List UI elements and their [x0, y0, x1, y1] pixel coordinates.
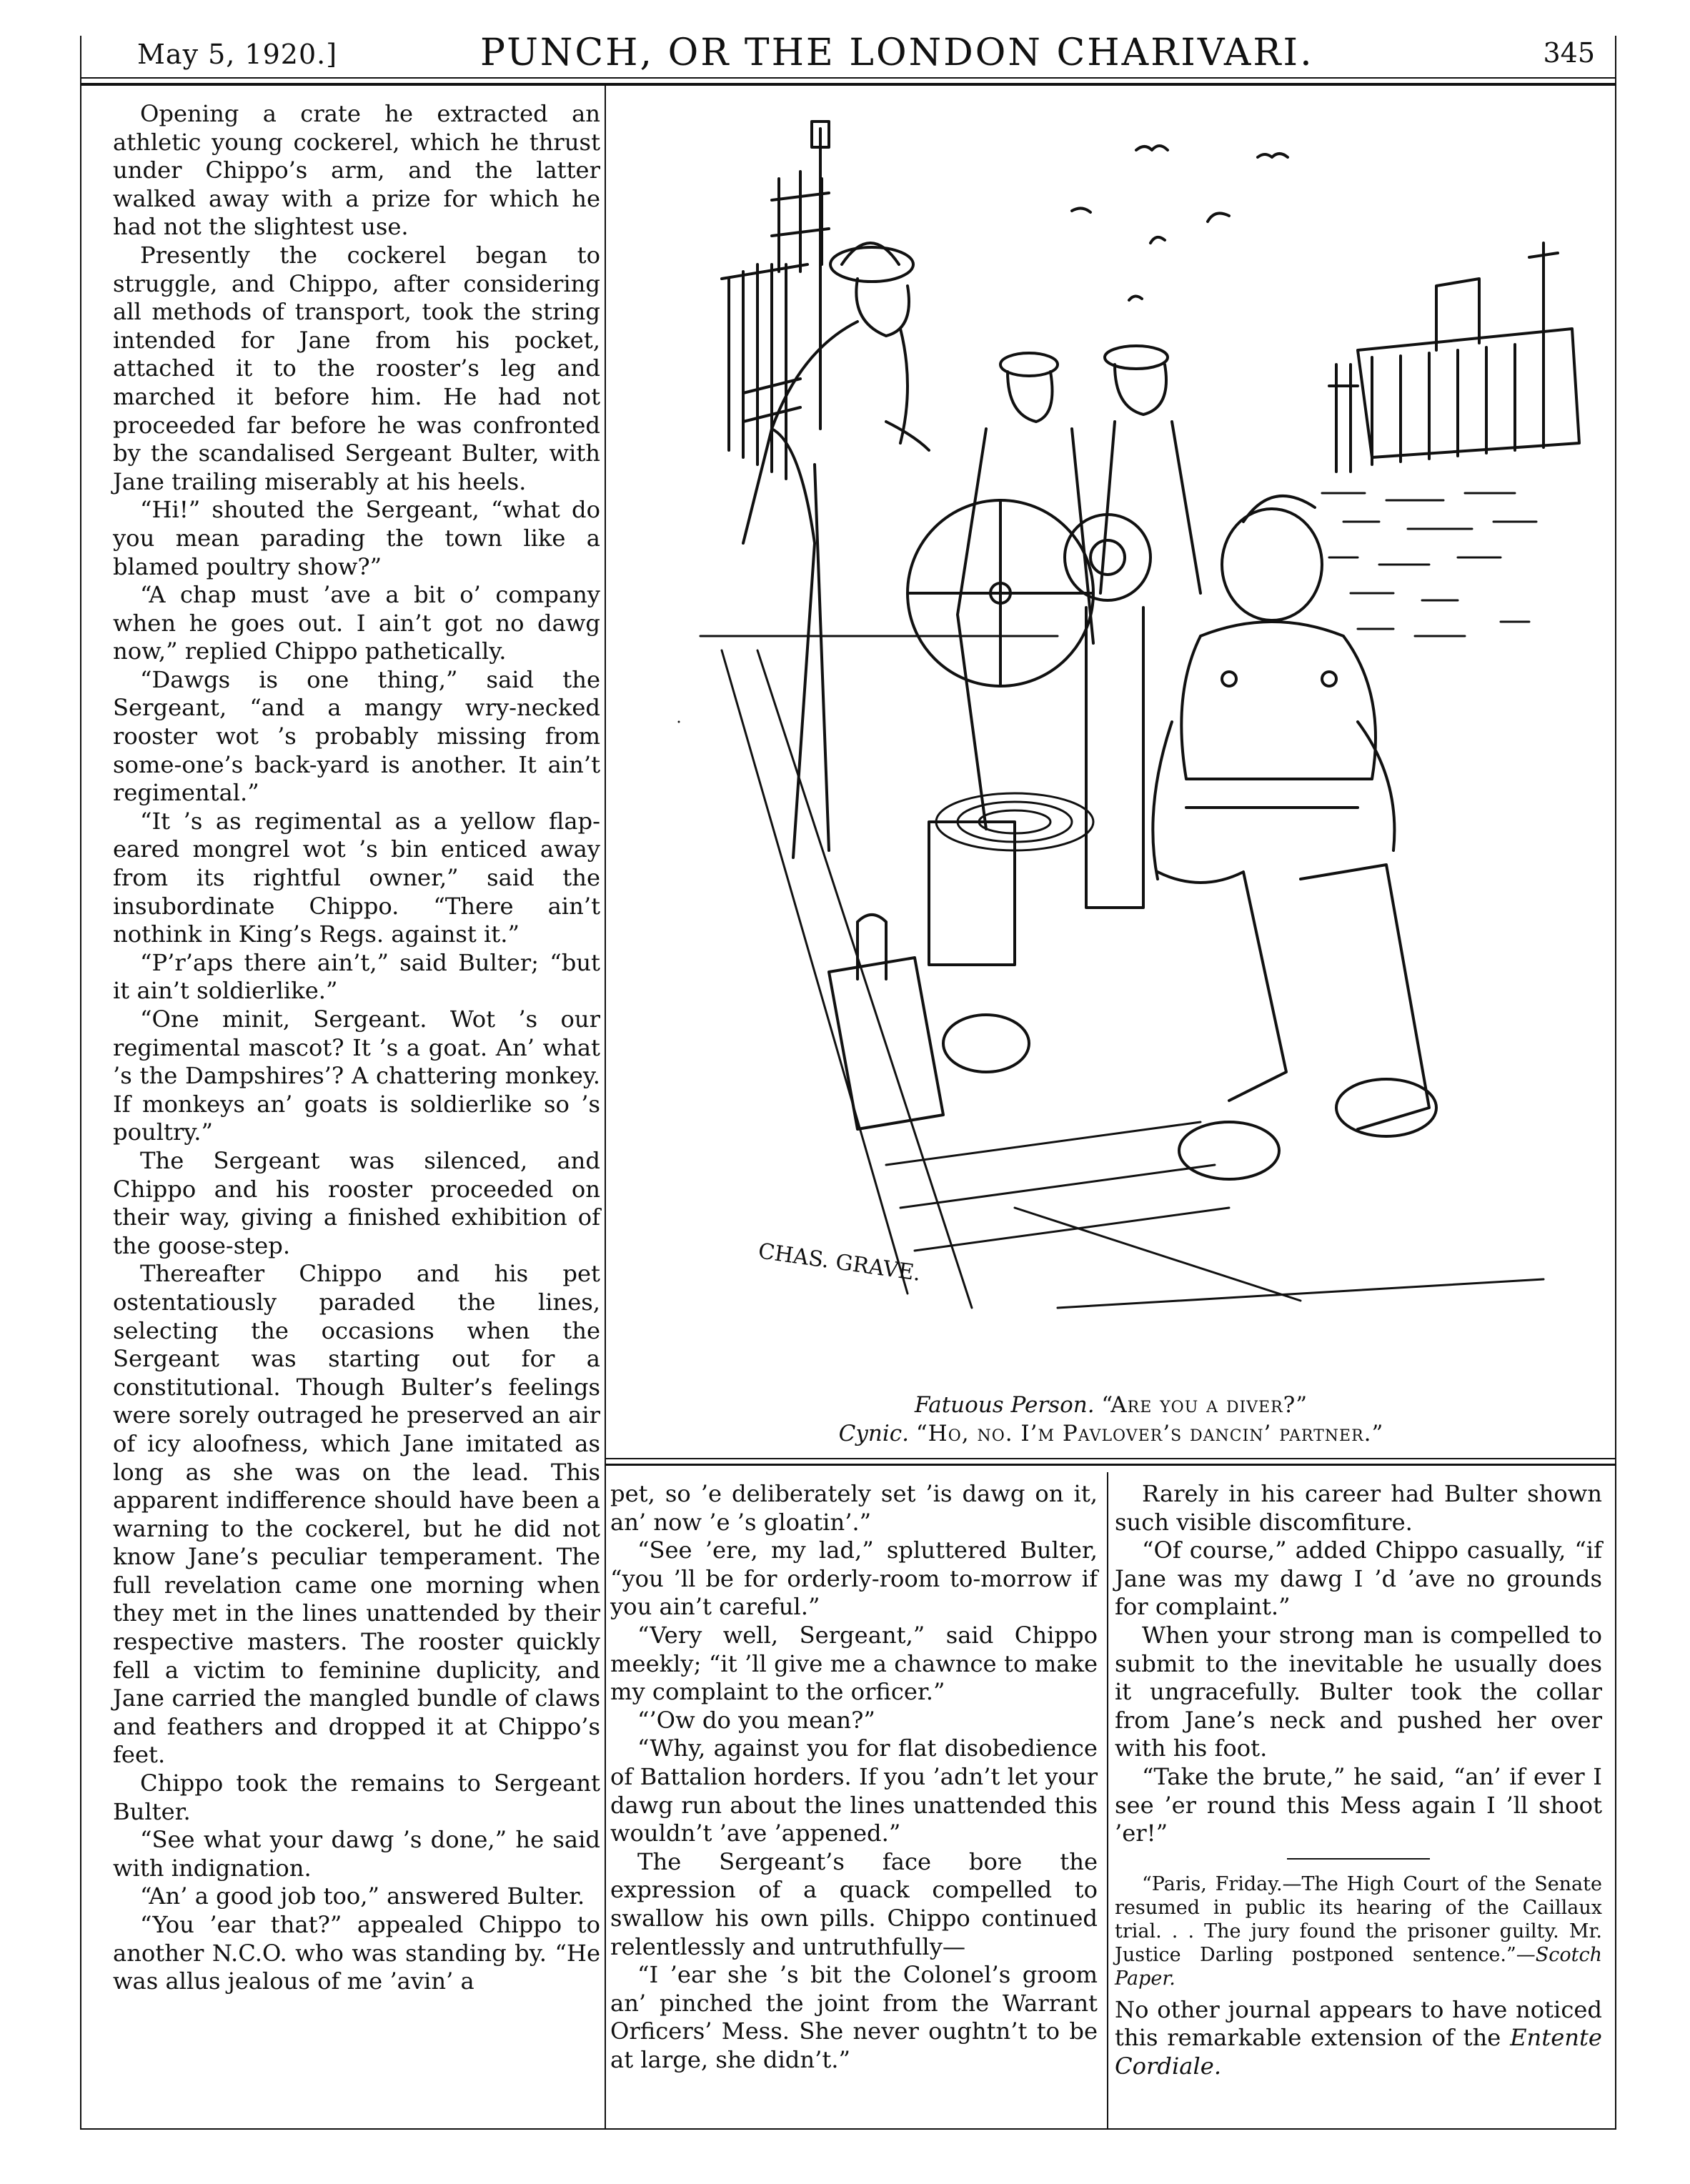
paragraph: “An’ a good job too,” answered Bulter.	[140, 1882, 585, 1910]
paragraph: Rarely in his career had Bulter shown such visible discomfiture.	[1115, 1480, 1602, 1536]
header-rule	[80, 77, 1616, 79]
newspaper-quote	[1115, 1872, 1602, 1990]
paragraph: When your strong man is compelled to submit to the inevitable he usually does it ungracefully. Bulter took the collar from Jane’s neck and pushed her over with his foot.	[1115, 1621, 1602, 1762]
paragraph: “See what your dawg ’s done,” he said with indignation.	[113, 1826, 600, 1882]
paragraph: “It ’s as regimental as a yellow flap-eared mongrel wot ’s bin enticed away from its rightful owner,” said the insubordinate Chippo. “There ain’t nothink in King’s Regs. against it.”	[113, 807, 600, 948]
paragraph: Opening a crate he extracted an athletic young cockerel, which he thrust under Chippo’s arm, and the latter walked away with a prize for which he had not the slightest use.	[113, 100, 600, 241]
paragraph: The Sergeant’s face bore the expression of a quack compelled to swallow his own pills. Chippo continued relentlessly and untruthfully—	[610, 1847, 1098, 1960]
paragraph: The Sergeant was silenced, and Chippo and his rooster proceeded on their way, giving a finished exhibition of the goose-step.	[113, 1146, 600, 1259]
paragraph: “P’r’aps there ain’t,” said Bulter; “but it ain’t soldierlike.”	[113, 948, 600, 1005]
paragraph: “Why, against you for flat disobedience of Battalion horders. If you ’adn’t let your dawg run about the lines unattended this wouldn’t ’ave ’appened.”	[610, 1734, 1098, 1847]
caption-dialogue-1: “Are you a diver?”	[1101, 1392, 1308, 1418]
paragraph: “Very well, Sergeant,” said Chippo meekly; “it ’ll give me a chawnce to make my complaint to the orficer.”	[610, 1621, 1098, 1706]
ship	[1329, 243, 1579, 472]
paragraph: “You ’ear that?” appealed Chippo to another N.C.O. who was standing by. “He was allus jealous of me ’avin’ a	[113, 1911, 600, 1995]
short-rule	[1287, 1858, 1430, 1860]
quote-text: “Paris, Friday.—The High Court of the Senate resumed in public its hearing of the Caillaux trial. . . The jury found the prisoner guilty. Mr. Justice Darling postponed sentence.”—	[1115, 1872, 1602, 1966]
paragraph: “A chap must ’ave a bit o’ company when he goes out. I ain’t got no dawg now,” replied Chippo pathetically.	[113, 581, 600, 665]
water-lines	[1322, 493, 1536, 636]
column-3	[1115, 1480, 1602, 2081]
caption-dialogue-2: “Ho, no. I’m Pavlover’s dancin’ partner.”	[915, 1421, 1384, 1446]
paragraph: “Dawgs is one thing,” said the Sergeant, “and a mangy wry-necked rooster wot ’s probably missing from some-one’s back-yard is another. It ain’t regimental.”	[113, 665, 600, 807]
paragraph: “One minit, Sergeant. Wot ’s our regimental mascot? It ’s a goat. An’ what ’s the Dampshires’? A chattering monkey. If monkeys an’ goats is soldierlike so ’s poultry.”	[113, 1006, 600, 1146]
right-border	[1615, 36, 1616, 2130]
paragraph: pet, so ’e deliberately set ’is dawg on it, an’ now ’e ’s gloatin’.”	[610, 1480, 1098, 1536]
pier-structure	[722, 121, 829, 479]
seagulls-group	[1072, 146, 1288, 300]
caption-rule-thick	[606, 1464, 1615, 1466]
closing-emphasis: Entente Cordiale.	[1115, 2024, 1602, 2080]
paragraph: “Hi!” shouted the Sergeant, “what do you mean parading the town like a blamed poultry show?”	[113, 496, 600, 580]
column-1	[113, 100, 600, 1996]
bottom-border	[80, 2128, 1616, 2130]
left-border	[80, 36, 81, 2130]
cartoon-caption	[615, 1391, 1608, 1448]
column-rule-1	[605, 86, 606, 2128]
column-2	[610, 1480, 1098, 2074]
running-header	[80, 31, 1616, 81]
quote-source: Scotch Paper.	[1115, 1943, 1602, 1990]
paragraph: “See ’ere, my lad,” spluttered Bulter, “you ’ll be for orderly-room to-morrow if you ain’t careful.”	[610, 1537, 1098, 1621]
caption-line-2	[615, 1419, 1608, 1448]
caption-speaker-1: Fatuous Person.	[914, 1392, 1095, 1418]
column-rule-2	[1107, 1472, 1108, 2128]
closing-paragraph	[1115, 1996, 1602, 2081]
paragraph: Presently the cockerel began to struggle, and Chippo, after considering all methods of transport, took the string intended for Jane from his pocket, attached it to the rooster’s leg and marched it before him. He had not proceeded far before he was confronted by the scandalised Sergeant Bulter, with Jane trailing miserably at his heels.	[113, 241, 600, 495]
paragraph: Chippo took the remains to Sergeant Bulter.	[113, 1769, 600, 1825]
closing-text: No other journal appears to have noticed this remarkable extension of the	[1115, 1995, 1602, 2052]
caption-speaker-2: Cynic.	[838, 1421, 909, 1446]
paragraph: “Of course,” added Chippo casually, “if Jane was my dawg I ’d ’ave no grounds for complaint.”	[1115, 1537, 1602, 1621]
caption-line-1	[615, 1391, 1608, 1419]
diver-helmet	[1065, 515, 1150, 908]
paragraph: “Take the brute,” he said, “an’ if ever I see ’er round this Mess again I ’ll shoot ’er!”	[1115, 1762, 1602, 1847]
artist-signature: CHAS. GRAVE.	[756, 1239, 923, 1286]
deck	[679, 636, 1544, 1308]
diver-figure	[1153, 496, 1436, 1179]
paragraph: Thereafter Chippo and his pet ostentatiously paraded the lines, selecting the occasions when the Sergeant was starting out for a constitutional. Though Bulter’s feelings were sorely outraged he preserved an air of icy aloofness, which Jane imitated as long as she was on the lead. This apparent indifference should have been a warning to the cockerel, but he did not know Jane’s peculiar temperament. The full revelation came one morning when they met in the lines unattended by their respective masters. The rooster quickly fell a victim to feminine duplicity, and Jane carried the mangled bundle of claws and feathers and dropped it at Chippo’s feet.	[113, 1260, 600, 1769]
caption-rule	[606, 1458, 1615, 1459]
publication-title: PUNCH, OR THE LONDON CHARIVARI.	[480, 31, 1314, 74]
header-rule-thick	[80, 83, 1616, 86]
cartoon-illustration	[615, 93, 1608, 1386]
paragraph: “’Ow do you mean?”	[637, 1706, 875, 1734]
page-number: 345	[1543, 37, 1595, 69]
issue-date: May 5, 1920.]	[137, 39, 338, 70]
paragraph: “I ’ear she ’s bit the Colonel’s groom an’ pinched the joint from the Warrant Orficers’ Mess. She never oughtn’t to be at large, she didn’t.”	[610, 1961, 1098, 2073]
